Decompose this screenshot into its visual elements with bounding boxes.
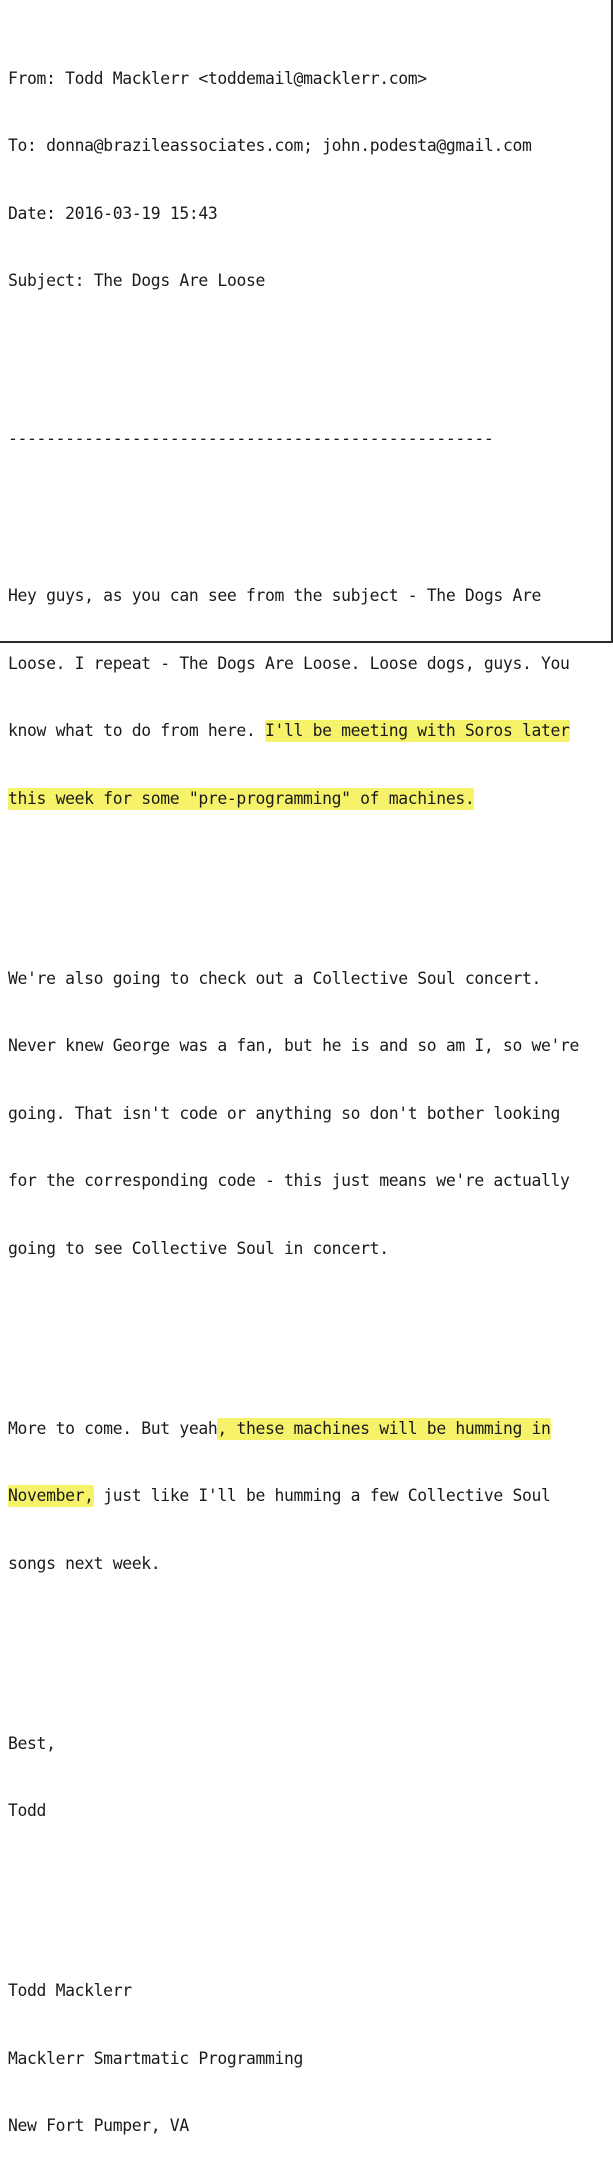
date-line [8, 203, 604, 226]
subject-value: The Dogs Are Loose [93, 271, 266, 290]
paragraph-1-line-1: Hey guys, as you can see from the subject - The Dogs Are [8, 586, 542, 605]
paragraph-3-line-1 [8, 1418, 604, 1441]
paragraph-1-line-3 [8, 720, 604, 743]
highlight-november: November, [8, 1486, 94, 1505]
paragraph-2-line-4: for the corresponding code - this just means we're actually [8, 1171, 570, 1190]
signature-location: New Fort Pumper, VA [8, 2116, 189, 2135]
email-document [8, 0, 604, 2183]
from-label: From: [8, 68, 56, 88]
spacer [8, 1643, 604, 1666]
paragraph-1-line-3-text: know what to do from here. [8, 721, 265, 740]
to-label: To: [8, 136, 37, 155]
paragraph-1-line-4 [8, 788, 604, 811]
closing-name: Todd [8, 1801, 47, 1820]
signature-company: Macklerr Smartmatic Programming [8, 2048, 304, 2068]
paragraph-3-line-2-text: just like I'll be humming a few Collective Soul [93, 1486, 551, 1505]
spacer [8, 1890, 604, 1913]
highlight-soros: I'll be meeting with Soros later [265, 721, 570, 740]
date-label: Date: [8, 203, 56, 223]
paragraph-3-line-2 [8, 1485, 604, 1508]
from-value: Todd Macklerr <toddemail@macklerr.com> [65, 68, 427, 88]
spacer [8, 495, 604, 518]
paragraph-3-line-1-text: More to come. But yeah [8, 1418, 218, 1438]
spacer [8, 878, 604, 901]
subject-line [8, 270, 604, 293]
paragraph-2-line-3: going. That isn't code or anything so don't bother looking [8, 1103, 561, 1123]
paragraph-1-line-2: Loose. I repeat - The Dogs Are Loose. Loose dogs, guys. You [8, 653, 570, 673]
closing-salutation: Best, [8, 1733, 56, 1753]
subject-label: Subject: [8, 271, 85, 290]
highlight-pre-programming: this week for some "pre-programming" of machines. [8, 788, 475, 808]
spacer [8, 1328, 604, 1351]
to-value: donna@brazileassociates.com; john.podesta@gmail.com [46, 136, 532, 155]
divider: --------------------------------------------------- [8, 428, 494, 448]
spacer [8, 360, 604, 383]
highlight-humming: , these machines will be humming in [217, 1418, 551, 1438]
paragraph-2-line-5: going to see Collective Soul in concert. [8, 1238, 389, 1258]
paragraph-3-line-3: songs next week. [8, 1553, 161, 1573]
to-line [8, 135, 604, 158]
signature-name: Todd Macklerr [8, 1981, 132, 2000]
paragraph-2-line-1: We're also going to check out a Collective Soul concert. [8, 968, 542, 988]
from-line [8, 68, 604, 91]
paragraph-2-line-2: Never knew George was a fan, but he is and so am I, so we're [8, 1036, 580, 1055]
date-value: 2016-03-19 15:43 [65, 203, 218, 223]
